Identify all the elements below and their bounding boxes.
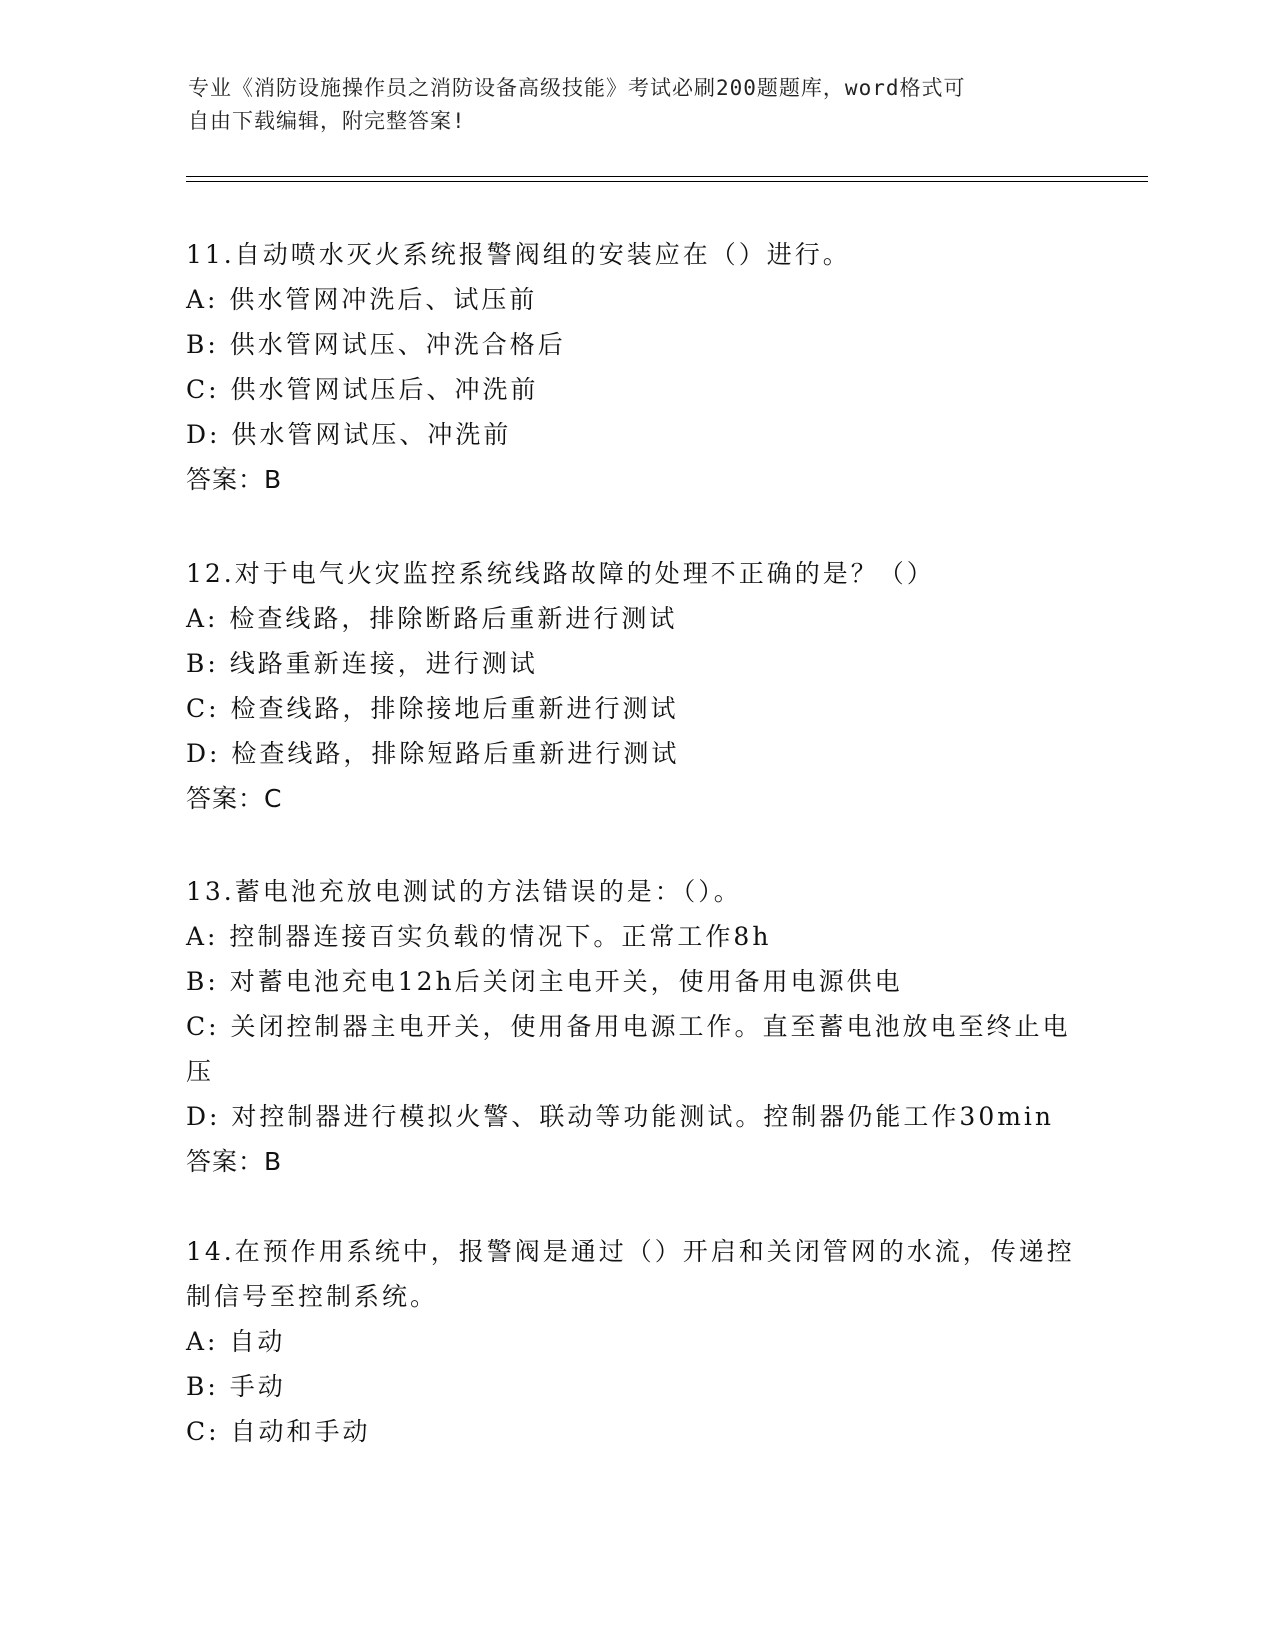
- question-12: [186, 551, 1076, 821]
- option-c: C: 关闭控制器主电开关，使用备用电源工作。直至蓄电池放电至终止电压: [186, 1012, 1071, 1086]
- header-line-1: 专业《消防设施操作员之消防设备高级技能》考试必刷200题题库，word格式可: [188, 76, 966, 100]
- option-d: D: 检查线路，排除短路后重新进行测试: [186, 739, 680, 768]
- option-b: B: 手动: [186, 1372, 286, 1401]
- header-divider-top: [186, 176, 1148, 177]
- option-c: C: 自动和手动: [186, 1417, 371, 1446]
- header-divider-bottom: [186, 181, 1148, 182]
- option-c: C: 供水管网试压后、冲洗前: [186, 375, 539, 404]
- option-d: D: 供水管网试压、冲洗前: [186, 420, 512, 449]
- document-header: [188, 72, 1068, 138]
- question-13: [186, 869, 1076, 1184]
- question-stem: 13.蓄电池充放电测试的方法错误的是：（）。: [186, 877, 742, 906]
- question-stem: 12.对于电气火灾监控系统线路故障的处理不正确的是？（）: [186, 559, 935, 588]
- option-b: B: 供水管网试压、冲洗合格后: [186, 330, 566, 359]
- option-c: C: 检查线路，排除接地后重新进行测试: [186, 694, 679, 723]
- option-a: A: 供水管网冲洗后、试压前: [186, 285, 538, 314]
- header-line-2: 自由下载编辑，附完整答案!: [188, 109, 466, 133]
- question-stem: 11.自动喷水灭火系统报警阀组的安装应在（）进行。: [186, 240, 851, 269]
- answer: 答案：B: [186, 1147, 283, 1176]
- question-14: [186, 1229, 1076, 1454]
- question-stem: 14.在预作用系统中，报警阀是通过（）开启和关闭管网的水流，传递控制信号至控制系统。: [186, 1237, 1075, 1311]
- question-11: [186, 232, 1076, 502]
- option-a: A: 自动: [186, 1327, 286, 1356]
- answer: 答案：C: [186, 784, 283, 813]
- option-b: B: 线路重新连接，进行测试: [186, 649, 538, 678]
- option-d: D: 对控制器进行模拟火警、联动等功能测试。控制器仍能工作30min: [186, 1102, 1055, 1131]
- answer: 答案：B: [186, 465, 283, 494]
- option-a: A: 控制器连接百实负载的情况下。正常工作8h: [186, 922, 772, 951]
- option-b: B: 对蓄电池充电12h后关闭主电开关，使用备用电源供电: [186, 967, 903, 996]
- option-a: A: 检查线路，排除断路后重新进行测试: [186, 604, 678, 633]
